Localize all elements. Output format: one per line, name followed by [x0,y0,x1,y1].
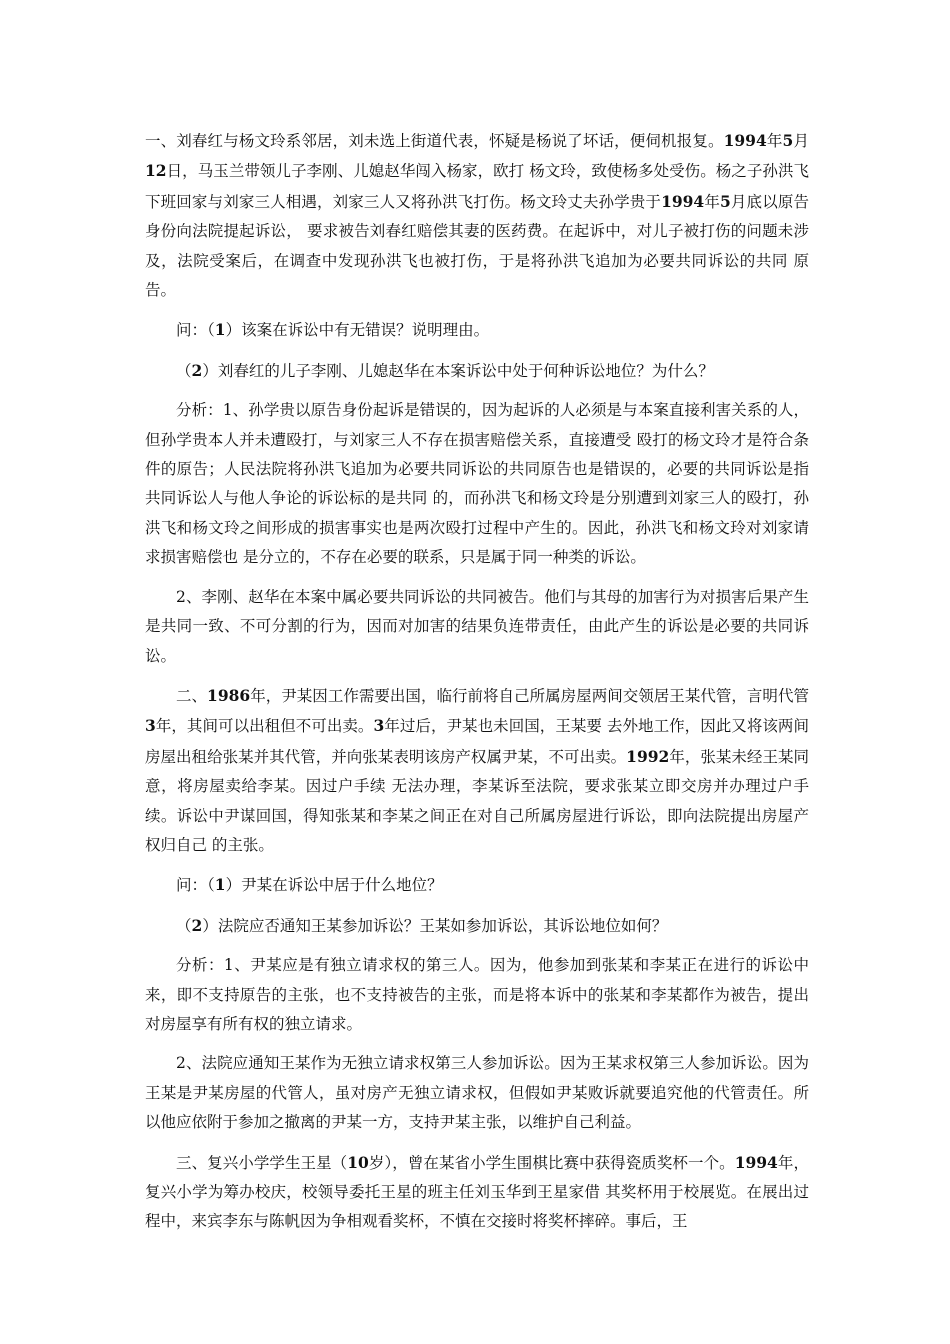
bold-text-run: 2 [191,360,203,380]
bold-text-run: 3 [145,716,156,736]
paragraph [145,356,809,386]
text-run: 年，张某未经王某同意，将房屋卖给李某。因过户手续 无法办理，李某诉至法院，要求张某立即交房并办理过户手续。诉讼中尹谋回国，得知张某和李某之间正在对自己所属房屋进行诉讼，即向法院提出房屋产权归自己 的主张。 [145,747,809,854]
paragraph [145,315,809,345]
text-run: ）刘春红的儿子李刚、儿媳赵华在本案诉讼中处于何种诉讼地位？为什么？ [202,361,714,380]
text-run: 2、李刚、赵华在本案中属必要共同诉讼的共同被告。他们与其母的加害行为对损害后果产生是共同一致、不可分割的行为，因而对加害的结果负连带责任，由此产生的诉讼是必要的共同诉讼。 [145,587,809,665]
paragraph [145,681,809,860]
paragraph [145,396,809,572]
paragraph [145,583,809,671]
bold-text-run: 1986 [207,685,251,705]
text-run: 年，其间可以出租但不可出卖。 [155,717,374,736]
bold-text-run: 10 [347,1152,369,1172]
text-run: ）法院应否通知王某参加诉讼？王某如参加诉讼，其诉讼地位如何？ [202,916,668,935]
text-run: 岁），曾在某省小学生围棋比赛中获得瓷质奖杯一个。 [368,1153,735,1172]
bold-text-run: 1992 [626,746,670,766]
paragraph [145,1049,809,1137]
paragraph [145,951,809,1039]
bold-text-run: 5 [719,191,731,211]
text-run: 分析：1、孙学贵以原告身份起诉是错误的，因为起诉的人必须是与本案直接利害关系的人，但孙学贵本人并未遭殴打，与刘家三人不存在损害赔偿关系，直接遭受 殴打的杨文玲才是符合条件的原告；人民法院将孙洪飞追加为必要共同诉讼的共同原告也是错误的，必要的共同诉讼是指共同诉讼人与他人争论的诉讼标的是共同 的，而孙洪飞和杨文玲是分别遭到刘家三人的殴打，孙洪飞和杨文玲之间形成的损害事实也是两次殴打过程中产生的。因此，孙洪飞和杨文玲对刘家请求损害赔偿也 是分立的，不存在必要的联系，只是属于同一种类的诉讼。 [145,401,809,567]
bold-text-run: 2 [191,915,203,935]
paragraph [145,1148,809,1237]
text-run: 分析：1、尹某应是有独立请求权的第三人。因为，他参加到张某和李某正在进行的诉讼中来，即不支持原告的主张，也不支持被告的主张，而是将本诉中的张某和李某都作为被告，提出对房屋享有所有权的独立请求。 [145,956,809,1033]
bold-text-run: 12 [145,161,167,181]
bold-text-run: 1 [214,875,226,895]
text-run: （ [176,361,192,380]
text-run: 年，尹某因工作需要出国，临行前将自己所属房屋两间交领居王某代管，言明代管 [250,686,809,705]
text-run: 2、法院应通知王某作为无独立请求权第三人参加诉讼。因为王某求权第三人参加诉讼。因为王某是尹某房屋的代管人，虽对房产无独立请求权，但假如尹某败诉就要追究他的代管责任。所以他应依附于参加之撤离的尹某一方，支持尹某主张，以维护自己利益。 [145,1054,809,1132]
paragraph [145,911,809,941]
paragraph [145,870,809,900]
text-run: 月底以原告身份向法院提起诉讼， 要求被告刘春红赔偿其妻的医药费。在起诉中，对儿子被打伤的问题未涉及，法院受案后，在调查中发现孙洪飞也被打伤，于是将孙洪飞追加为必要共同诉讼的共同 原告。 [145,192,809,300]
document-body [145,126,809,1247]
bold-text-run: 1994 [723,131,767,150]
paragraph [145,126,809,305]
text-run: 一、刘春红与杨文玲系邻居，刘未选上街道代表，怀疑是杨说了坏话，便伺机报复。 [145,132,724,150]
bold-text-run: 3 [373,716,385,736]
bold-text-run: 1994 [661,191,705,211]
text-run: 三、复兴小学学生王星（ [176,1153,348,1172]
text-run: 二、 [176,686,208,705]
bold-text-run: 1994 [734,1152,778,1172]
text-run: 年 [766,132,783,150]
text-run: 问：（ [176,876,215,895]
text-run: 月 [793,132,809,150]
bold-text-run: 5 [782,131,794,150]
text-run: 年过后，尹某也未回国，王某要 去外地工作，因此又将该两间房屋出租给张某并其代管，并向张某表明该房产权属尹某，不可出卖。 [145,717,809,766]
bold-text-run: 1 [214,320,226,340]
text-run: ）该案在诉讼中有无错误？说明理由。 [225,321,490,340]
text-run: ）尹某在诉讼中居于什么地位？ [225,876,443,895]
text-run: 日，马玉兰带领儿子李刚、儿媳赵华闯入杨家，欧打 杨文玲，致使杨多处受伤。杨之子孙洪飞下班回家与刘家三人相遇，刘家三人又将孙洪飞打伤。杨文玲丈夫孙学贵于 [145,162,809,211]
text-run: （ [176,916,192,935]
text-run: 问：（ [176,321,215,340]
text-run: 年，复兴小学为筹办校庆，校领导委托王星的班主任刘玉华到王星家借 其奖杯用于校展览。在展出过程中，来宾李东与陈帆因为争相观看奖杯，不慎在交接时将奖杯摔碎。事后，王 [145,1153,809,1231]
text-run: 年 [704,192,720,211]
